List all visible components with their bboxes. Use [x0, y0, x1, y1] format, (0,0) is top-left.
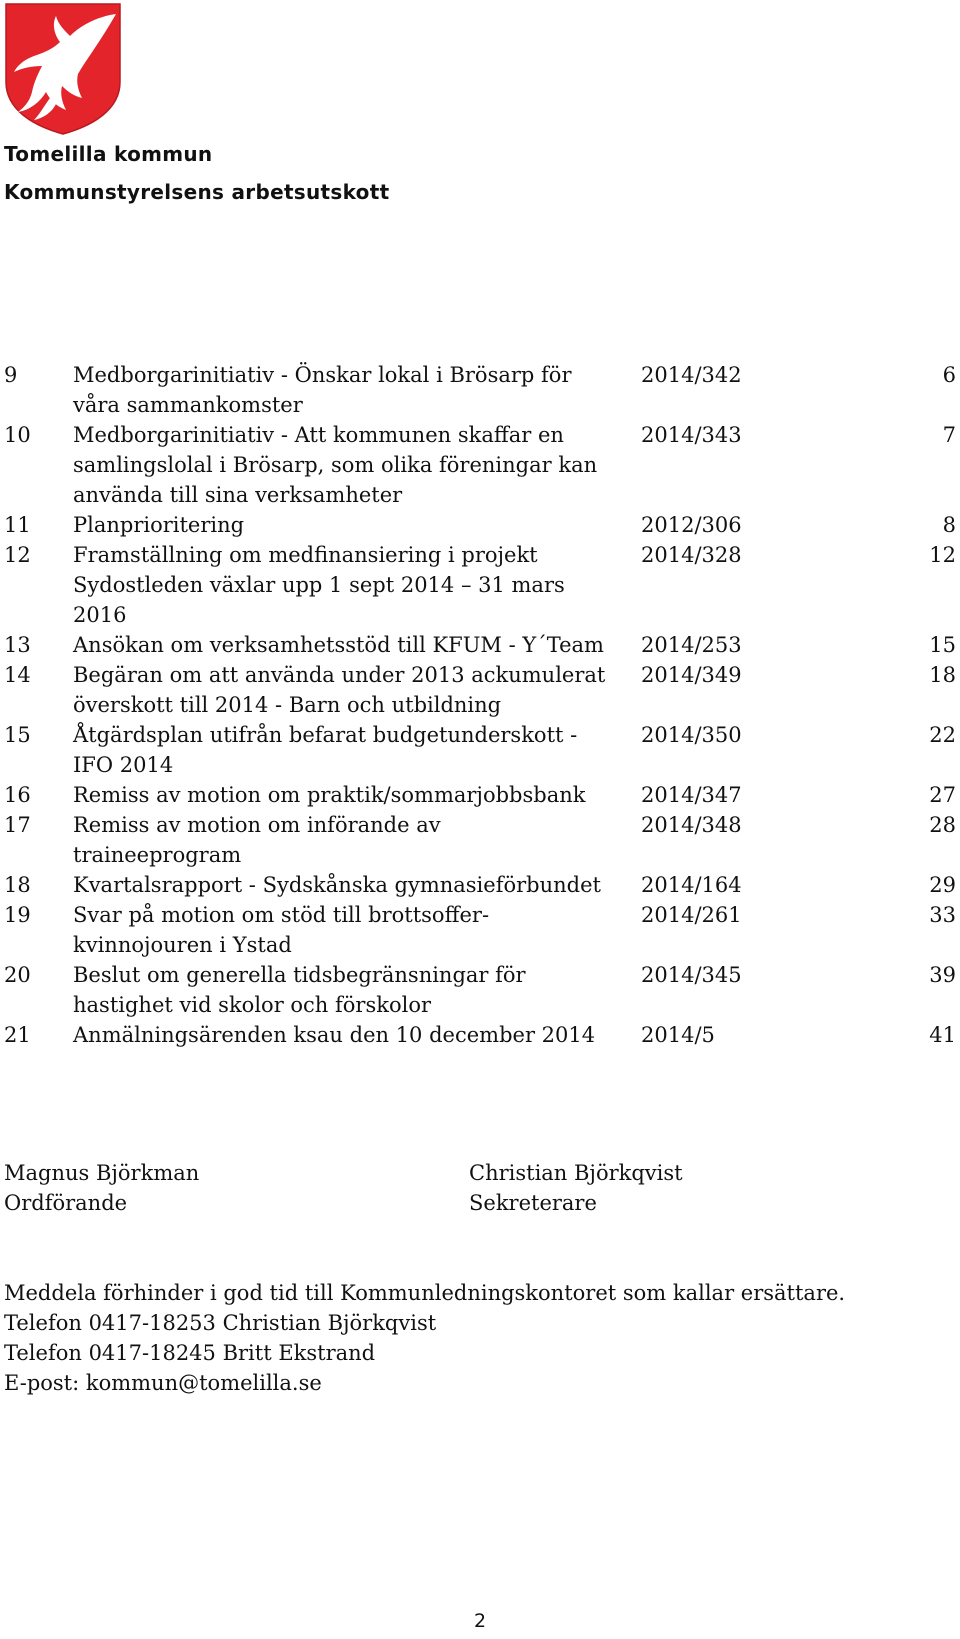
chair-name: Magnus Björkman	[4, 1161, 200, 1185]
agenda-item-page: 15	[929, 633, 956, 657]
chair-role: Ordförande	[4, 1191, 128, 1215]
secretary-signature	[469, 1158, 683, 1218]
secretary-role: Sekreterare	[469, 1191, 597, 1215]
agenda-item-number: 13	[4, 633, 31, 657]
email-line: E-post: kommun@tomelilla.se	[4, 1371, 322, 1395]
agenda-list	[0, 360, 960, 1050]
contact-block	[4, 1278, 845, 1398]
phone-line-2: Telefon 0417-18245 Britt Ekstrand	[4, 1341, 376, 1365]
agenda-item-page: 22	[929, 723, 956, 747]
agenda-item-page: 33	[929, 903, 956, 927]
agenda-item-page: 8	[942, 513, 956, 537]
coat-of-arms-icon	[4, 2, 122, 136]
agenda-item-page: 12	[929, 543, 956, 567]
agenda-item-title: Remiss av motion om införande av traineeprogram	[73, 813, 441, 867]
agenda-item-number: 10	[4, 423, 31, 447]
agenda-row	[0, 630, 960, 660]
agenda-item-title: Kvartalsrapport - Sydskånska gymnasieförbundet	[73, 873, 601, 897]
agenda-row	[0, 870, 960, 900]
agenda-item-title: Beslut om generella tidsbegränsningar för hastighet vid skolor och förskolor	[73, 963, 526, 1017]
agenda-item-number: 15	[4, 723, 31, 747]
agenda-item-diary-number: 2014/348	[641, 813, 742, 837]
chair-signature	[4, 1158, 199, 1218]
agenda-item-diary-number: 2014/253	[641, 633, 742, 657]
agenda-item-page: 27	[929, 783, 956, 807]
agenda-row	[0, 960, 960, 1020]
agenda-item-diary-number: 2014/347	[641, 783, 742, 807]
agenda-row	[0, 420, 960, 510]
organization-name: Tomelilla kommun	[4, 142, 213, 166]
agenda-item-number: 17	[4, 813, 31, 837]
agenda-item-diary-number: 2014/343	[641, 423, 742, 447]
department-name: Kommunstyrelsens arbetsutskott	[4, 180, 390, 204]
agenda-item-title: Remiss av motion om praktik/sommarjobbsbank	[73, 783, 586, 807]
agenda-item-title: Åtgärdsplan utifrån befarat budgetunderskott - IFO 2014	[73, 723, 578, 777]
agenda-row	[0, 510, 960, 540]
agenda-item-number: 18	[4, 873, 31, 897]
agenda-item-diary-number: 2014/349	[641, 663, 742, 687]
agenda-item-number: 9	[4, 363, 18, 387]
agenda-item-title: Anmälningsärenden ksau den 10 december 2014	[73, 1023, 596, 1047]
agenda-item-title: Svar på motion om stöd till brottsoffer-kvinnojouren i Ystad	[73, 903, 490, 957]
secretary-name: Christian Björkqvist	[469, 1161, 683, 1185]
agenda-row	[0, 1020, 960, 1050]
agenda-item-page: 29	[929, 873, 956, 897]
agenda-item-page: 28	[929, 813, 956, 837]
agenda-item-diary-number: 2014/328	[641, 543, 742, 567]
agenda-item-page: 41	[929, 1023, 956, 1047]
agenda-item-diary-number: 2014/342	[641, 363, 742, 387]
agenda-item-number: 12	[4, 543, 31, 567]
absence-notice: Meddela förhinder i god tid till Kommunledningskontoret som kallar ersättare.	[4, 1281, 846, 1305]
agenda-item-title: Ansökan om verksamhetsstöd till KFUM - Y´Team	[73, 633, 604, 657]
agenda-item-page: 6	[942, 363, 956, 387]
agenda-item-page: 7	[942, 423, 956, 447]
agenda-item-title: Begäran om att använda under 2013 ackumulerat överskott till 2014 - Barn och utbildning	[73, 663, 606, 717]
agenda-row	[0, 360, 960, 420]
agenda-item-number: 14	[4, 663, 31, 687]
agenda-item-diary-number: 2014/261	[641, 903, 742, 927]
agenda-item-number: 11	[4, 513, 31, 537]
agenda-row	[0, 810, 960, 870]
agenda-item-page: 39	[929, 963, 956, 987]
agenda-item-diary-number: 2014/5	[641, 1023, 715, 1047]
agenda-item-page: 18	[929, 663, 956, 687]
agenda-row	[0, 900, 960, 960]
agenda-item-title: Planprioritering	[73, 513, 245, 537]
agenda-item-diary-number: 2012/306	[641, 513, 742, 537]
agenda-row	[0, 660, 960, 720]
agenda-row	[0, 720, 960, 780]
agenda-row	[0, 540, 960, 630]
agenda-item-number: 21	[4, 1023, 31, 1047]
agenda-item-title: Medborgarinitiativ - Att kommunen skaffar en samlingslolal i Brösarp, som olika föreningar kan använda till sina verksamheter	[73, 423, 598, 507]
page-number: 2	[473, 1610, 487, 1632]
agenda-item-diary-number: 2014/345	[641, 963, 742, 987]
agenda-item-title: Medborgarinitiativ - Önskar lokal i Brösarp för våra sammankomster	[73, 363, 572, 417]
agenda-item-number: 16	[4, 783, 31, 807]
phone-line-1: Telefon 0417-18253 Christian Björkqvist	[4, 1311, 437, 1335]
agenda-item-title: Framställning om medfinansiering i projekt Sydostleden växlar upp 1 sept 2014 – 31 mars 2016	[73, 543, 565, 627]
agenda-item-number: 19	[4, 903, 31, 927]
agenda-row	[0, 780, 960, 810]
agenda-item-diary-number: 2014/164	[641, 873, 742, 897]
agenda-item-number: 20	[4, 963, 31, 987]
agenda-item-diary-number: 2014/350	[641, 723, 742, 747]
